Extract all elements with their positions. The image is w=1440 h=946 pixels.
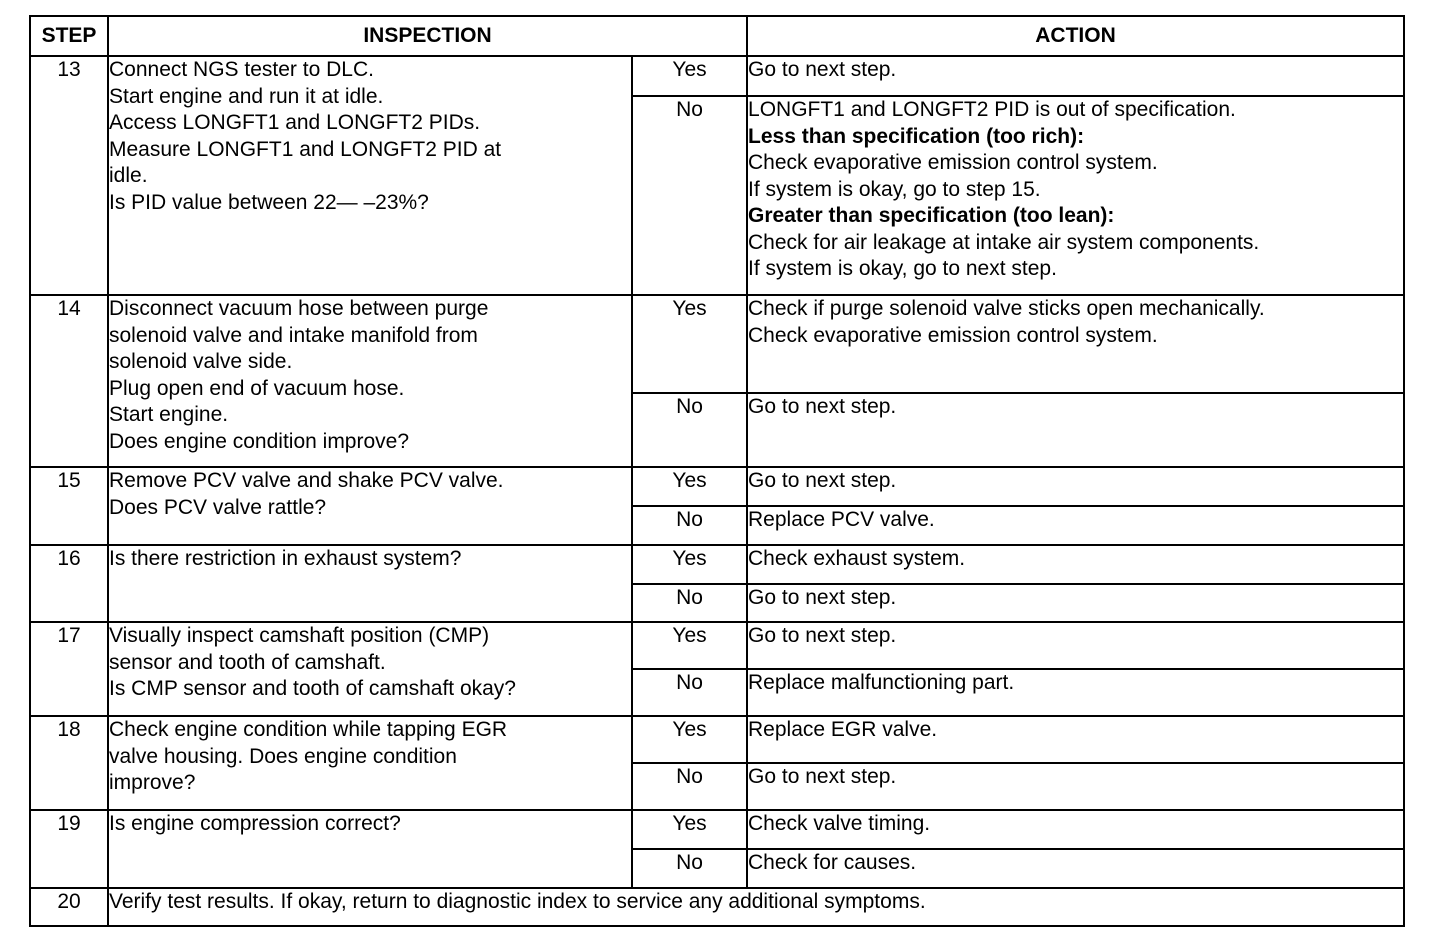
yes-action — [747, 56, 1404, 96]
step-number: 19 — [30, 810, 108, 888]
inspection-line: Is there restriction in exhaust system? — [109, 547, 462, 570]
inspection-line: Does PCV valve rattle? — [109, 495, 327, 519]
no-label: No — [632, 669, 747, 716]
action-line: Check if purge solenoid valve sticks open mechanically. — [748, 297, 1265, 320]
step-row-yes — [30, 56, 1404, 96]
no-action — [747, 763, 1404, 810]
no-label: No — [632, 849, 747, 888]
yes-label: Yes — [632, 295, 747, 393]
action-line: Go to next step. — [748, 469, 897, 492]
action-line: Check valve timing. — [748, 812, 931, 835]
yes-action — [747, 810, 1404, 849]
inspection-line: Remove PCV valve and shake PCV valve. — [109, 469, 504, 492]
step-number: 16 — [30, 545, 108, 622]
action-line: Go to next step. — [748, 58, 897, 81]
yes-action — [747, 467, 1404, 506]
action-line: Check evaporative emission control system. — [748, 323, 1158, 347]
action-line: Check for causes. — [748, 851, 917, 874]
no-action — [747, 849, 1404, 888]
action-line: Replace EGR valve. — [748, 718, 938, 741]
action-line: Go to next step. — [748, 624, 897, 647]
action-line: Go to next step. — [748, 395, 897, 418]
inspection-line: Visually inspect camshaft position (CMP) — [109, 624, 490, 647]
no-label: No — [632, 506, 747, 545]
action-line: Go to next step. — [748, 765, 897, 788]
yes-label: Yes — [632, 56, 747, 96]
inspection-line: sensor and tooth of camshaft. — [109, 650, 386, 674]
inspection-line: Connect NGS tester to DLC. — [109, 58, 374, 81]
yes-label: Yes — [632, 810, 747, 849]
step-number: 18 — [30, 716, 108, 810]
inspection-line: Start engine. — [109, 403, 229, 426]
inspection-line: Measure LONGFT1 and LONGFT2 PID at — [109, 137, 502, 161]
no-action — [747, 393, 1404, 467]
header-row — [30, 16, 1404, 56]
inspection-cell — [108, 467, 632, 545]
diagnostic-table — [29, 15, 1405, 927]
final-step-row — [30, 888, 1404, 926]
no-label: No — [632, 763, 747, 810]
step-row-yes — [30, 467, 1404, 506]
inspection-line: Disconnect vacuum hose between purge — [109, 297, 489, 320]
action-heading: Less than specification (too rich): — [748, 124, 1085, 148]
action-heading: Greater than specification (too lean): — [748, 204, 1115, 227]
action-line: Go to next step. — [748, 586, 897, 609]
step-number: 20 — [30, 888, 108, 926]
action-line: Check exhaust system. — [748, 547, 966, 570]
inspection-line: Does engine condition improve? — [109, 429, 410, 453]
inspection-line: valve housing. Does engine condition — [109, 744, 457, 768]
action-line: Check evaporative emission control system. — [748, 151, 1158, 174]
header-action: ACTION — [747, 16, 1404, 56]
step-number: 15 — [30, 467, 108, 545]
action-line: Replace malfunctioning part. — [748, 671, 1015, 694]
inspection-line: Check engine condition while tapping EGR — [109, 718, 508, 741]
inspection-line: solenoid valve side. — [109, 350, 293, 373]
no-action — [747, 669, 1404, 716]
yes-action — [747, 716, 1404, 763]
inspection-line: idle. — [109, 164, 148, 187]
inspection-line: Start engine and run it at idle. — [109, 84, 384, 108]
inspection-cell — [108, 810, 632, 888]
step-number: 17 — [30, 622, 108, 716]
inspection-cell — [108, 622, 632, 716]
action-line: If system is okay, go to step 15. — [748, 177, 1041, 201]
step-row-yes — [30, 295, 1404, 393]
inspection-cell — [108, 716, 632, 810]
step-row-yes — [30, 622, 1404, 669]
action-line: Check for air leakage at intake air system components. — [748, 230, 1260, 254]
step-number: 13 — [30, 56, 108, 295]
inspection-cell — [108, 56, 632, 295]
inspection-line: Is PID value between 22— –23%? — [109, 190, 429, 214]
inspection-cell — [108, 295, 632, 467]
inspection-line: Plug open end of vacuum hose. — [109, 376, 405, 400]
yes-action — [747, 545, 1404, 584]
step-row-yes — [30, 545, 1404, 584]
action-line: If system is okay, go to next step. — [748, 257, 1057, 280]
action-line: Replace PCV valve. — [748, 508, 935, 531]
no-label: No — [632, 96, 747, 295]
final-instruction: Verify test results. If okay, return to diagnostic index to service any additional symptoms. — [108, 888, 1404, 926]
no-label: No — [632, 393, 747, 467]
yes-label: Yes — [632, 545, 747, 584]
yes-label: Yes — [632, 622, 747, 669]
header-step: STEP — [30, 16, 108, 56]
yes-action — [747, 622, 1404, 669]
action-line: LONGFT1 and LONGFT2 PID is out of specification. — [748, 98, 1236, 121]
inspection-line: improve? — [109, 771, 196, 794]
no-action — [747, 584, 1404, 622]
inspection-line: solenoid valve and intake manifold from — [109, 323, 478, 347]
inspection-line: Is CMP sensor and tooth of camshaft okay? — [109, 677, 516, 700]
step-row-yes — [30, 716, 1404, 763]
yes-label: Yes — [632, 467, 747, 506]
inspection-line: Is engine compression correct? — [109, 812, 401, 835]
yes-action — [747, 295, 1404, 393]
no-action — [747, 506, 1404, 545]
inspection-line: Access LONGFT1 and LONGFT2 PIDs. — [109, 111, 481, 134]
inspection-cell — [108, 545, 632, 622]
no-label: No — [632, 584, 747, 622]
step-number: 14 — [30, 295, 108, 467]
yes-label: Yes — [632, 716, 747, 763]
no-action — [747, 96, 1404, 295]
step-row-yes — [30, 810, 1404, 849]
header-inspection: INSPECTION — [108, 16, 747, 56]
